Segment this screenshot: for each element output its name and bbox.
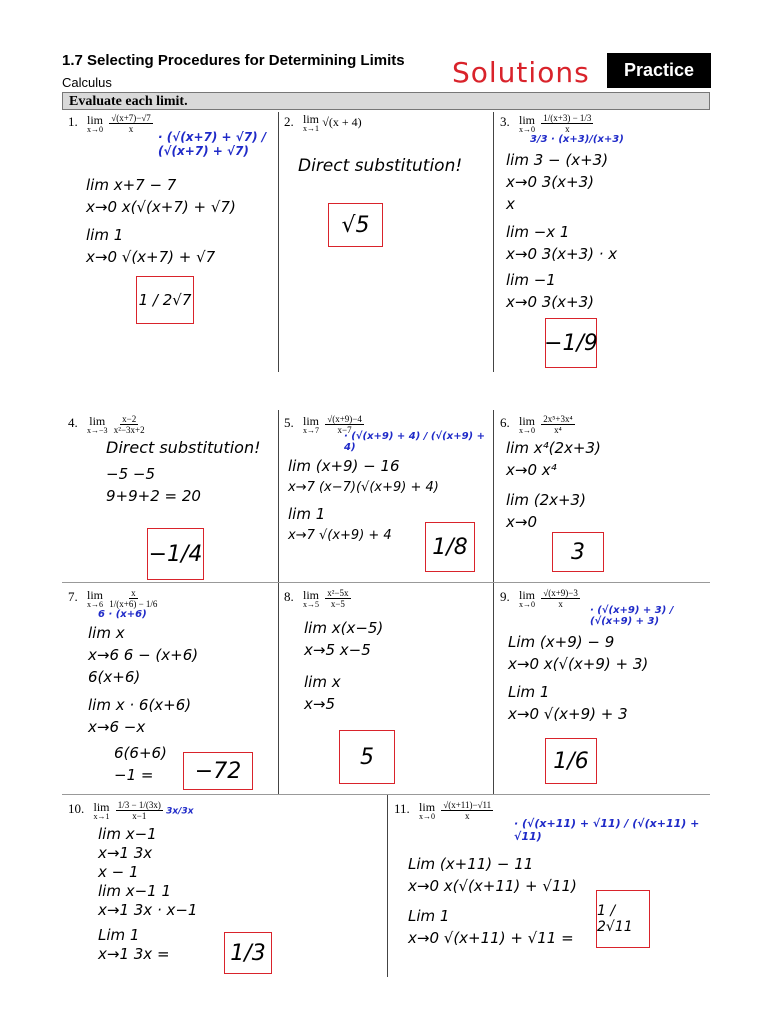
work-line: lim x−1 1 bbox=[98, 882, 172, 900]
expr-numerator: x²−5x bbox=[327, 588, 349, 598]
problem-4 bbox=[68, 414, 274, 507]
approach-label: x→5 bbox=[303, 599, 319, 609]
problem-number: 6. bbox=[500, 415, 510, 431]
expr-denominator: 1/(x+6) − 1/6 bbox=[109, 599, 158, 609]
approach-label: x→0 bbox=[519, 124, 535, 134]
work-line: 9+9+2 = 20 bbox=[106, 487, 201, 505]
lim-label: lim bbox=[303, 112, 320, 126]
problem-number: 2. bbox=[284, 113, 294, 129]
problem-number: 10. bbox=[68, 801, 85, 817]
lim-label: lim bbox=[89, 413, 106, 428]
work-line: x→0 √(x+7) + √7 bbox=[86, 248, 216, 266]
work-line: x→0 3(x+3) bbox=[506, 293, 594, 311]
work-line: x→5 bbox=[304, 695, 335, 713]
expr-denominator: x bbox=[128, 124, 134, 134]
problem-11 bbox=[394, 800, 710, 949]
answer-box: 3 bbox=[552, 532, 604, 572]
work-line: lim 1 bbox=[288, 505, 326, 523]
grid-divider bbox=[278, 410, 279, 795]
problem-number: 3. bbox=[500, 114, 510, 130]
work-line: lim x bbox=[304, 673, 341, 691]
expr-denominator: x−7 bbox=[337, 425, 352, 435]
work-line: x→0 √(x+11) + √11 = bbox=[408, 929, 574, 947]
instructions-bar: Evaluate each limit. bbox=[62, 92, 710, 110]
multiplier-note: · (√(x+7) + √7) / (√(x+7) + √7) bbox=[158, 130, 267, 158]
answer-box: 1/8 bbox=[425, 522, 475, 572]
problem-number: 7. bbox=[68, 589, 78, 605]
expr-denominator: x bbox=[558, 599, 563, 609]
approach-label: x→0 bbox=[87, 124, 103, 134]
solutions-handwritten-label: Solutions bbox=[452, 56, 590, 89]
page-title: 1.7 Selecting Procedures for Determining Limits bbox=[62, 52, 405, 69]
expr-denominator: x²−3x+2 bbox=[113, 425, 145, 435]
problem-number: 9. bbox=[500, 589, 510, 605]
expr-numerator: x−2 bbox=[122, 414, 137, 424]
grid-divider bbox=[278, 112, 279, 372]
work-line: x→6 −x bbox=[88, 718, 146, 736]
course-subtitle: Calculus bbox=[62, 75, 112, 90]
work-line: x→6 6 − (x+6) bbox=[88, 646, 199, 664]
work-line: 6(x+6) bbox=[88, 668, 141, 686]
work-line: x→5 x−5 bbox=[304, 641, 371, 659]
work-line: x→1 3x bbox=[98, 844, 153, 862]
grid-divider bbox=[493, 410, 494, 795]
work-line: lim x⁴(2x+3) bbox=[506, 439, 601, 457]
lim-label: lim bbox=[519, 587, 536, 602]
work-line: Lim 1 bbox=[508, 683, 550, 701]
expression: √(x + 4) bbox=[322, 114, 362, 129]
answer-box: 1/3 bbox=[224, 932, 272, 974]
work-line: x − 1 bbox=[98, 863, 139, 881]
work-line: lim x+7 − 7 bbox=[86, 176, 177, 194]
approach-label: x→7 bbox=[303, 425, 319, 435]
work-line: lim −x 1 bbox=[506, 223, 570, 241]
practice-badge: Practice bbox=[607, 53, 711, 88]
multiplier-note: 3x/3x bbox=[166, 806, 194, 817]
approach-label: x→0 bbox=[519, 425, 535, 435]
work-line: lim x · 6(x+6) bbox=[88, 696, 192, 714]
expr-denominator: x−1 bbox=[132, 811, 147, 821]
problem-number: 8. bbox=[284, 589, 294, 605]
multiplier-note: · (√(x+11) + √11) / (√(x+11) + √11) bbox=[514, 817, 700, 843]
lim-label: lim bbox=[303, 413, 320, 428]
answer-box: 1 / 2√7 bbox=[136, 276, 194, 324]
approach-label: x→0 bbox=[519, 599, 535, 609]
multiplier-note: · (√(x+9) + 3) / (√(x+9) + 3) bbox=[590, 605, 674, 627]
expr-numerator: √(x+11)−√11 bbox=[443, 800, 492, 810]
answer-box: 1 / 2√11 bbox=[596, 890, 650, 948]
grid-divider bbox=[387, 795, 388, 977]
approach-label: x→−3 bbox=[87, 425, 108, 435]
work-line: x→7 √(x+9) + 4 bbox=[288, 528, 392, 543]
expr-numerator: x bbox=[131, 588, 136, 598]
problem-3 bbox=[500, 113, 710, 313]
approach-label: x→0 bbox=[419, 811, 436, 821]
work-line: x→0 x(√(x+11) + √11) bbox=[408, 877, 577, 895]
expr-denominator: x bbox=[464, 811, 470, 821]
problem-1 bbox=[68, 113, 274, 268]
work-line: lim x bbox=[88, 624, 125, 642]
work-line: lim −1 bbox=[506, 271, 556, 289]
work-line: 6(6+6) bbox=[114, 744, 167, 762]
problem-6 bbox=[500, 414, 710, 533]
answer-box: 1/6 bbox=[545, 738, 597, 784]
work-line: −1 = bbox=[114, 766, 154, 784]
work-line: x→0 x⁴ bbox=[506, 461, 557, 479]
work-line: −5 −5 bbox=[106, 465, 155, 483]
answer-box: −1/9 bbox=[545, 318, 597, 368]
work-line: Lim 1 bbox=[98, 926, 140, 944]
work-line: Direct substitution! bbox=[106, 438, 261, 457]
work-line: lim (2x+3) bbox=[506, 491, 586, 509]
work-line: x→0 3(x+3) bbox=[506, 173, 594, 191]
work-line: Lim (x+9) − 9 bbox=[508, 633, 615, 651]
work-line: lim x(x−5) bbox=[304, 619, 384, 637]
work-line: Lim 1 bbox=[408, 907, 450, 925]
work-line: x→0 3(x+3) · x bbox=[506, 245, 618, 263]
approach-label: x→1 bbox=[303, 124, 319, 133]
multiplier-note: 6 · (x+6) bbox=[98, 609, 147, 620]
work-line: x→1 3x · x−1 bbox=[98, 901, 198, 919]
expr-denominator: x⁴ bbox=[554, 425, 562, 435]
expr-numerator: 2x⁵+3x⁴ bbox=[543, 414, 573, 424]
grid-divider bbox=[62, 794, 710, 795]
lim-label: lim bbox=[419, 799, 436, 814]
approach-label: x→1 bbox=[93, 811, 110, 821]
work-line: x→1 3x = bbox=[98, 945, 170, 963]
problem-8 bbox=[284, 588, 489, 715]
multiplier-note: 3/3 · (x+3)/(x+3) bbox=[530, 134, 624, 145]
work-line: Lim (x+11) − 11 bbox=[408, 855, 534, 873]
work-line: lim 1 bbox=[86, 226, 124, 244]
problem-number: 11. bbox=[394, 801, 410, 817]
grid-divider bbox=[62, 582, 710, 583]
problem-number: 5. bbox=[284, 415, 294, 431]
answer-box: −1/4 bbox=[147, 528, 204, 580]
multiplier-note: · (√(x+9) + 4) / (√(x+9) + 4) bbox=[344, 431, 485, 453]
answer-box: √5 bbox=[328, 203, 383, 247]
answer-box: −72 bbox=[183, 752, 253, 790]
work-line: x bbox=[506, 195, 515, 213]
expr-numerator: 1/3 − 1/(3x) bbox=[117, 800, 161, 810]
lim-label: lim bbox=[519, 112, 536, 127]
work-line: x→0 x(√(x+9) + 3) bbox=[508, 655, 649, 673]
lim-label: lim bbox=[87, 112, 104, 127]
expr-numerator: √(x+9)−3 bbox=[543, 588, 578, 598]
problem-number: 4. bbox=[68, 415, 78, 431]
problem-2 bbox=[284, 113, 489, 177]
lim-label: lim bbox=[87, 587, 104, 602]
grid-divider bbox=[493, 112, 494, 372]
problem-9 bbox=[500, 588, 710, 725]
expr-denominator: x bbox=[565, 124, 570, 134]
answer-box: 5 bbox=[339, 730, 395, 784]
work-line: Direct substitution! bbox=[298, 156, 463, 176]
problem-number: 1. bbox=[68, 114, 78, 130]
work-line: lim x−1 bbox=[98, 825, 157, 843]
work-line: x→0 √(x+9) + 3 bbox=[508, 705, 628, 723]
expr-numerator: √(x+7)−√7 bbox=[111, 113, 151, 123]
lim-label: lim bbox=[93, 799, 110, 814]
work-line: lim 3 − (x+3) bbox=[506, 151, 609, 169]
work-line: x→0 bbox=[506, 513, 537, 531]
work-line: lim (x+9) − 16 bbox=[288, 457, 400, 475]
expr-numerator: √(x+9)−4 bbox=[327, 414, 362, 424]
work-line: x→7 (x−7)(√(x+9) + 4) bbox=[288, 480, 439, 495]
lim-label: lim bbox=[303, 587, 320, 602]
work-line: x→0 x(√(x+7) + √7) bbox=[86, 198, 236, 216]
expr-denominator: x−5 bbox=[330, 599, 345, 609]
expr-numerator: 1/(x+3) − 1/3 bbox=[543, 113, 592, 123]
approach-label: x→6 bbox=[87, 599, 103, 609]
lim-label: lim bbox=[519, 413, 536, 428]
